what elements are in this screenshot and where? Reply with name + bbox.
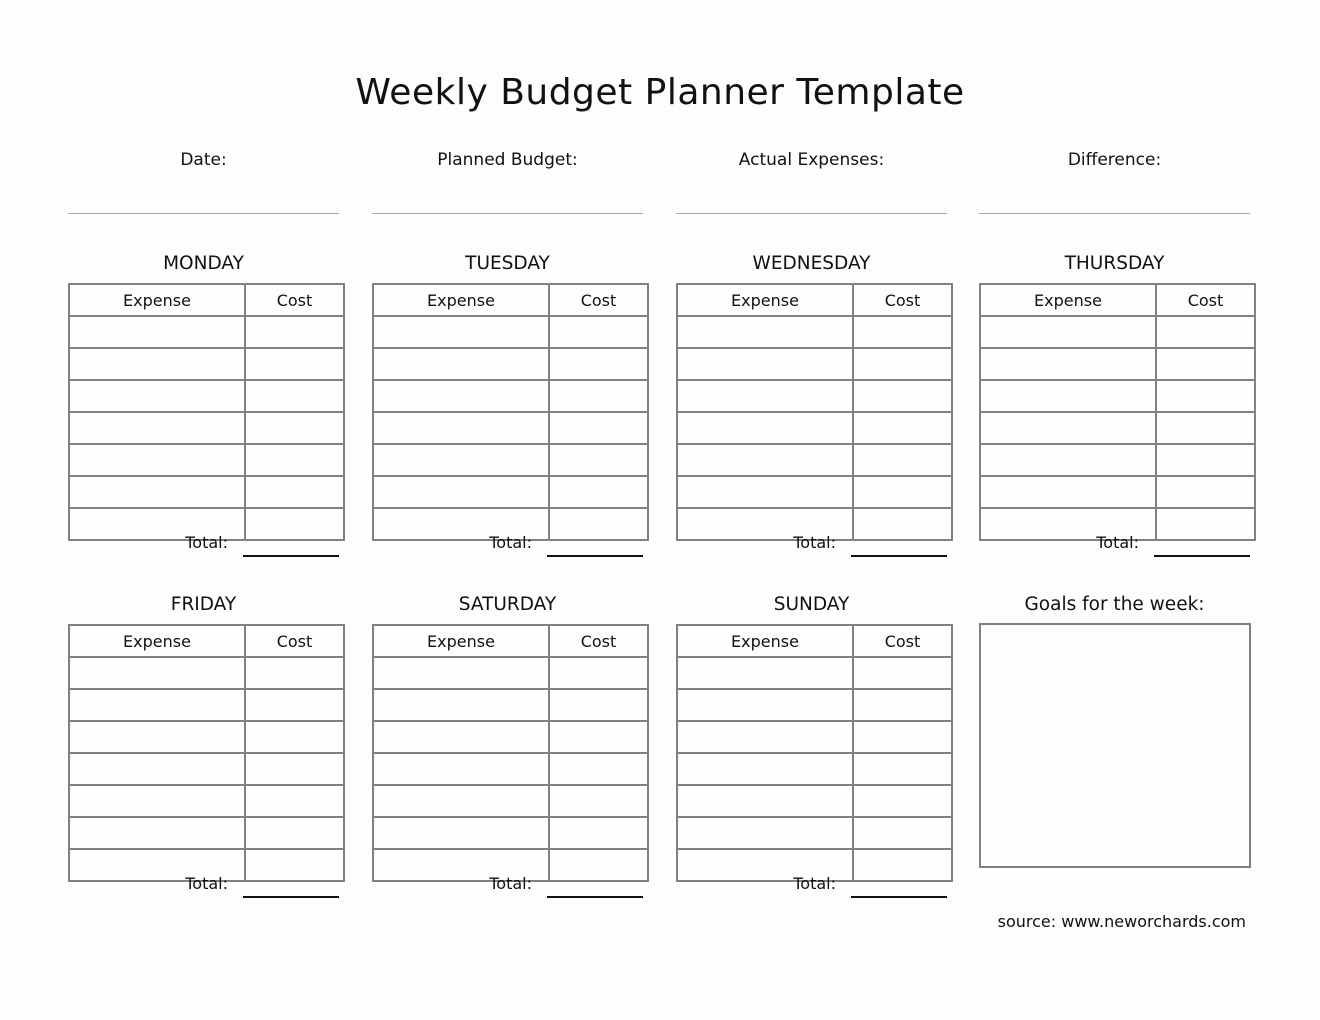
- table-row: [69, 785, 344, 817]
- expense-cell[interactable]: [69, 316, 245, 348]
- table-row: [373, 817, 648, 849]
- expense-cell[interactable]: [69, 444, 245, 476]
- monday-expense-table: [68, 283, 345, 541]
- friday-total-line[interactable]: [243, 896, 339, 898]
- cost-cell[interactable]: [245, 412, 344, 444]
- expense-column-header: Expense: [373, 625, 549, 657]
- date-line[interactable]: [68, 213, 339, 214]
- expense-cell[interactable]: [69, 689, 245, 721]
- table-row: [373, 380, 648, 412]
- wednesday-total-line[interactable]: [851, 555, 947, 557]
- expense-cell[interactable]: [677, 476, 853, 508]
- date-label: Date:: [180, 150, 227, 170]
- expense-cell[interactable]: [373, 689, 549, 721]
- table-row: [980, 316, 1255, 348]
- table-header-row: [677, 284, 952, 316]
- cost-cell[interactable]: [245, 785, 344, 817]
- table-row: [980, 412, 1255, 444]
- expense-cell[interactable]: [373, 444, 549, 476]
- wednesday-expense-table: [676, 283, 953, 541]
- expense-cell[interactable]: [677, 721, 853, 753]
- expense-cell[interactable]: [69, 348, 245, 380]
- cost-column-header: Cost: [549, 284, 648, 316]
- source-credit: source: www.neworchards.com: [997, 912, 1246, 931]
- expense-cell[interactable]: [373, 817, 549, 849]
- goals-box[interactable]: [979, 623, 1251, 868]
- friday-expense-table: [68, 624, 345, 882]
- sunday-title: SUNDAY: [773, 594, 850, 615]
- expense-cell[interactable]: [677, 753, 853, 785]
- table-header-row: [373, 625, 648, 657]
- wednesday-total-label: Total:: [793, 533, 836, 552]
- cost-cell[interactable]: [245, 849, 344, 881]
- cost-column-header: Cost: [1156, 284, 1255, 316]
- thursday-total-line[interactable]: [1154, 555, 1250, 557]
- table-row: [677, 476, 952, 508]
- expense-cell[interactable]: [980, 348, 1156, 380]
- table-row: [980, 348, 1255, 380]
- cost-cell[interactable]: [853, 657, 952, 689]
- table-row: [373, 476, 648, 508]
- table-row: [69, 689, 344, 721]
- cost-cell[interactable]: [549, 348, 648, 380]
- expense-cell[interactable]: [373, 316, 549, 348]
- table-row: [373, 657, 648, 689]
- saturday-expense-table: [372, 624, 649, 882]
- expense-cell[interactable]: [677, 689, 853, 721]
- expense-cell[interactable]: [677, 380, 853, 412]
- cost-cell[interactable]: [245, 316, 344, 348]
- expense-cell[interactable]: [69, 753, 245, 785]
- table-row: [373, 753, 648, 785]
- cost-cell[interactable]: [245, 380, 344, 412]
- cost-cell[interactable]: [1156, 380, 1255, 412]
- expense-cell[interactable]: [373, 657, 549, 689]
- cost-cell[interactable]: [853, 689, 952, 721]
- actual-expenses-label: Actual Expenses:: [738, 150, 885, 170]
- actual-expenses-line[interactable]: [676, 213, 947, 214]
- cost-cell[interactable]: [853, 316, 952, 348]
- table-header-row: [677, 625, 952, 657]
- expense-cell[interactable]: [677, 785, 853, 817]
- cost-cell[interactable]: [549, 817, 648, 849]
- table-row: [373, 316, 648, 348]
- table-row: [980, 444, 1255, 476]
- table-row: [373, 785, 648, 817]
- table-row: [69, 444, 344, 476]
- expense-column-header: Expense: [69, 625, 245, 657]
- cost-cell[interactable]: [549, 444, 648, 476]
- table-row: [373, 348, 648, 380]
- expense-cell[interactable]: [69, 657, 245, 689]
- cost-cell[interactable]: [245, 508, 344, 540]
- table-row: [69, 753, 344, 785]
- table-row: [69, 348, 344, 380]
- tuesday-title: TUESDAY: [465, 253, 550, 274]
- expense-cell[interactable]: [677, 657, 853, 689]
- table-row: [69, 476, 344, 508]
- cost-cell[interactable]: [853, 412, 952, 444]
- expense-cell[interactable]: [373, 348, 549, 380]
- table-row: [677, 444, 952, 476]
- difference-field[interactable]: [979, 150, 1250, 216]
- expense-cell[interactable]: [373, 785, 549, 817]
- table-row: [677, 817, 952, 849]
- cost-column-header: Cost: [853, 284, 952, 316]
- cost-column-header: Cost: [245, 625, 344, 657]
- monday-title: MONDAY: [163, 253, 244, 274]
- cost-cell[interactable]: [1156, 412, 1255, 444]
- cost-cell[interactable]: [245, 817, 344, 849]
- cost-cell[interactable]: [245, 657, 344, 689]
- table-row: [69, 657, 344, 689]
- cost-cell[interactable]: [549, 785, 648, 817]
- cost-cell[interactable]: [853, 348, 952, 380]
- cost-cell[interactable]: [1156, 508, 1255, 540]
- cost-cell[interactable]: [245, 348, 344, 380]
- date-field[interactable]: [68, 150, 339, 216]
- cost-cell[interactable]: [549, 689, 648, 721]
- cost-cell[interactable]: [853, 753, 952, 785]
- cost-cell[interactable]: [1156, 476, 1255, 508]
- cost-cell[interactable]: [853, 476, 952, 508]
- page-title: Weekly Budget Planner Template: [355, 72, 965, 113]
- cost-cell[interactable]: [549, 721, 648, 753]
- planned-budget-field[interactable]: [372, 150, 643, 216]
- expense-cell[interactable]: [677, 444, 853, 476]
- expense-cell[interactable]: [980, 476, 1156, 508]
- cost-cell[interactable]: [245, 721, 344, 753]
- expense-cell[interactable]: [373, 476, 549, 508]
- sunday-expense-table: [676, 624, 953, 882]
- cost-cell[interactable]: [853, 785, 952, 817]
- table-row: [677, 316, 952, 348]
- cost-cell[interactable]: [1156, 444, 1255, 476]
- actual-expenses-field[interactable]: [676, 150, 947, 216]
- expense-cell[interactable]: [677, 316, 853, 348]
- cost-cell[interactable]: [549, 657, 648, 689]
- table-row: [677, 348, 952, 380]
- friday-title: FRIDAY: [170, 594, 237, 615]
- expense-column-header: Expense: [980, 284, 1156, 316]
- expense-column-header: Expense: [677, 284, 853, 316]
- cost-cell[interactable]: [853, 380, 952, 412]
- cost-cell[interactable]: [549, 316, 648, 348]
- table-row: [677, 785, 952, 817]
- cost-cell[interactable]: [245, 689, 344, 721]
- cost-cell[interactable]: [1156, 316, 1255, 348]
- cost-column-header: Cost: [245, 284, 344, 316]
- expense-column-header: Expense: [677, 625, 853, 657]
- table-row: [677, 412, 952, 444]
- cost-cell[interactable]: [549, 753, 648, 785]
- tuesday-total-label: Total:: [489, 533, 532, 552]
- cost-cell[interactable]: [549, 508, 648, 540]
- expense-cell[interactable]: [677, 348, 853, 380]
- table-row: [677, 689, 952, 721]
- cost-cell[interactable]: [853, 444, 952, 476]
- expense-column-header: Expense: [69, 284, 245, 316]
- expense-cell[interactable]: [69, 817, 245, 849]
- expense-cell[interactable]: [69, 412, 245, 444]
- cost-cell[interactable]: [1156, 348, 1255, 380]
- thursday-expense-table: [979, 283, 1256, 541]
- expense-cell[interactable]: [69, 721, 245, 753]
- cost-cell[interactable]: [853, 849, 952, 881]
- table-row: [677, 380, 952, 412]
- expense-column-header: Expense: [373, 284, 549, 316]
- expense-cell[interactable]: [677, 412, 853, 444]
- expense-cell[interactable]: [373, 753, 549, 785]
- tuesday-expense-table: [372, 283, 649, 541]
- expense-cell[interactable]: [69, 380, 245, 412]
- cost-cell[interactable]: [549, 476, 648, 508]
- table-row: [69, 817, 344, 849]
- expense-cell[interactable]: [980, 412, 1156, 444]
- expense-cell[interactable]: [373, 412, 549, 444]
- cost-cell[interactable]: [853, 508, 952, 540]
- monday-total-label: Total:: [185, 533, 228, 552]
- tuesday-total-line[interactable]: [547, 555, 643, 557]
- cost-column-header: Cost: [853, 625, 952, 657]
- table-header-row: [69, 284, 344, 316]
- cost-cell[interactable]: [549, 380, 648, 412]
- table-header-row: [980, 284, 1255, 316]
- wednesday-title: WEDNESDAY: [752, 253, 871, 274]
- expense-cell[interactable]: [69, 785, 245, 817]
- table-row: [373, 721, 648, 753]
- expense-cell[interactable]: [373, 721, 549, 753]
- difference-label: Difference:: [1067, 150, 1162, 170]
- table-row: [69, 316, 344, 348]
- saturday-total-label: Total:: [489, 874, 532, 893]
- difference-line[interactable]: [979, 213, 1250, 214]
- table-row: [980, 380, 1255, 412]
- table-row: [677, 721, 952, 753]
- thursday-total-label: Total:: [1096, 533, 1139, 552]
- cost-cell[interactable]: [245, 753, 344, 785]
- sunday-total-label: Total:: [793, 874, 836, 893]
- cost-cell[interactable]: [853, 817, 952, 849]
- thursday-title: THURSDAY: [1064, 253, 1165, 274]
- table-row: [677, 657, 952, 689]
- expense-cell[interactable]: [980, 380, 1156, 412]
- expense-cell[interactable]: [69, 476, 245, 508]
- table-header-row: [373, 284, 648, 316]
- cost-cell[interactable]: [245, 444, 344, 476]
- cost-cell[interactable]: [549, 412, 648, 444]
- cost-cell[interactable]: [549, 849, 648, 881]
- expense-cell[interactable]: [677, 817, 853, 849]
- cost-cell[interactable]: [245, 476, 344, 508]
- planned-budget-line[interactable]: [372, 213, 643, 214]
- table-row: [373, 412, 648, 444]
- table-row: [373, 444, 648, 476]
- table-row: [980, 476, 1255, 508]
- sunday-total-line[interactable]: [851, 896, 947, 898]
- expense-cell[interactable]: [980, 316, 1156, 348]
- table-row: [677, 753, 952, 785]
- monday-total-line[interactable]: [243, 555, 339, 557]
- expense-cell[interactable]: [980, 444, 1156, 476]
- saturday-total-line[interactable]: [547, 896, 643, 898]
- cost-column-header: Cost: [549, 625, 648, 657]
- cost-cell[interactable]: [853, 721, 952, 753]
- table-row: [69, 721, 344, 753]
- table-header-row: [69, 625, 344, 657]
- planned-budget-label: Planned Budget:: [437, 150, 578, 170]
- table-row: [373, 689, 648, 721]
- friday-total-label: Total:: [185, 874, 228, 893]
- table-row: [69, 412, 344, 444]
- table-row: [69, 380, 344, 412]
- saturday-title: SATURDAY: [458, 594, 557, 615]
- expense-cell[interactable]: [373, 380, 549, 412]
- goals-title: Goals for the week:: [1024, 594, 1205, 615]
